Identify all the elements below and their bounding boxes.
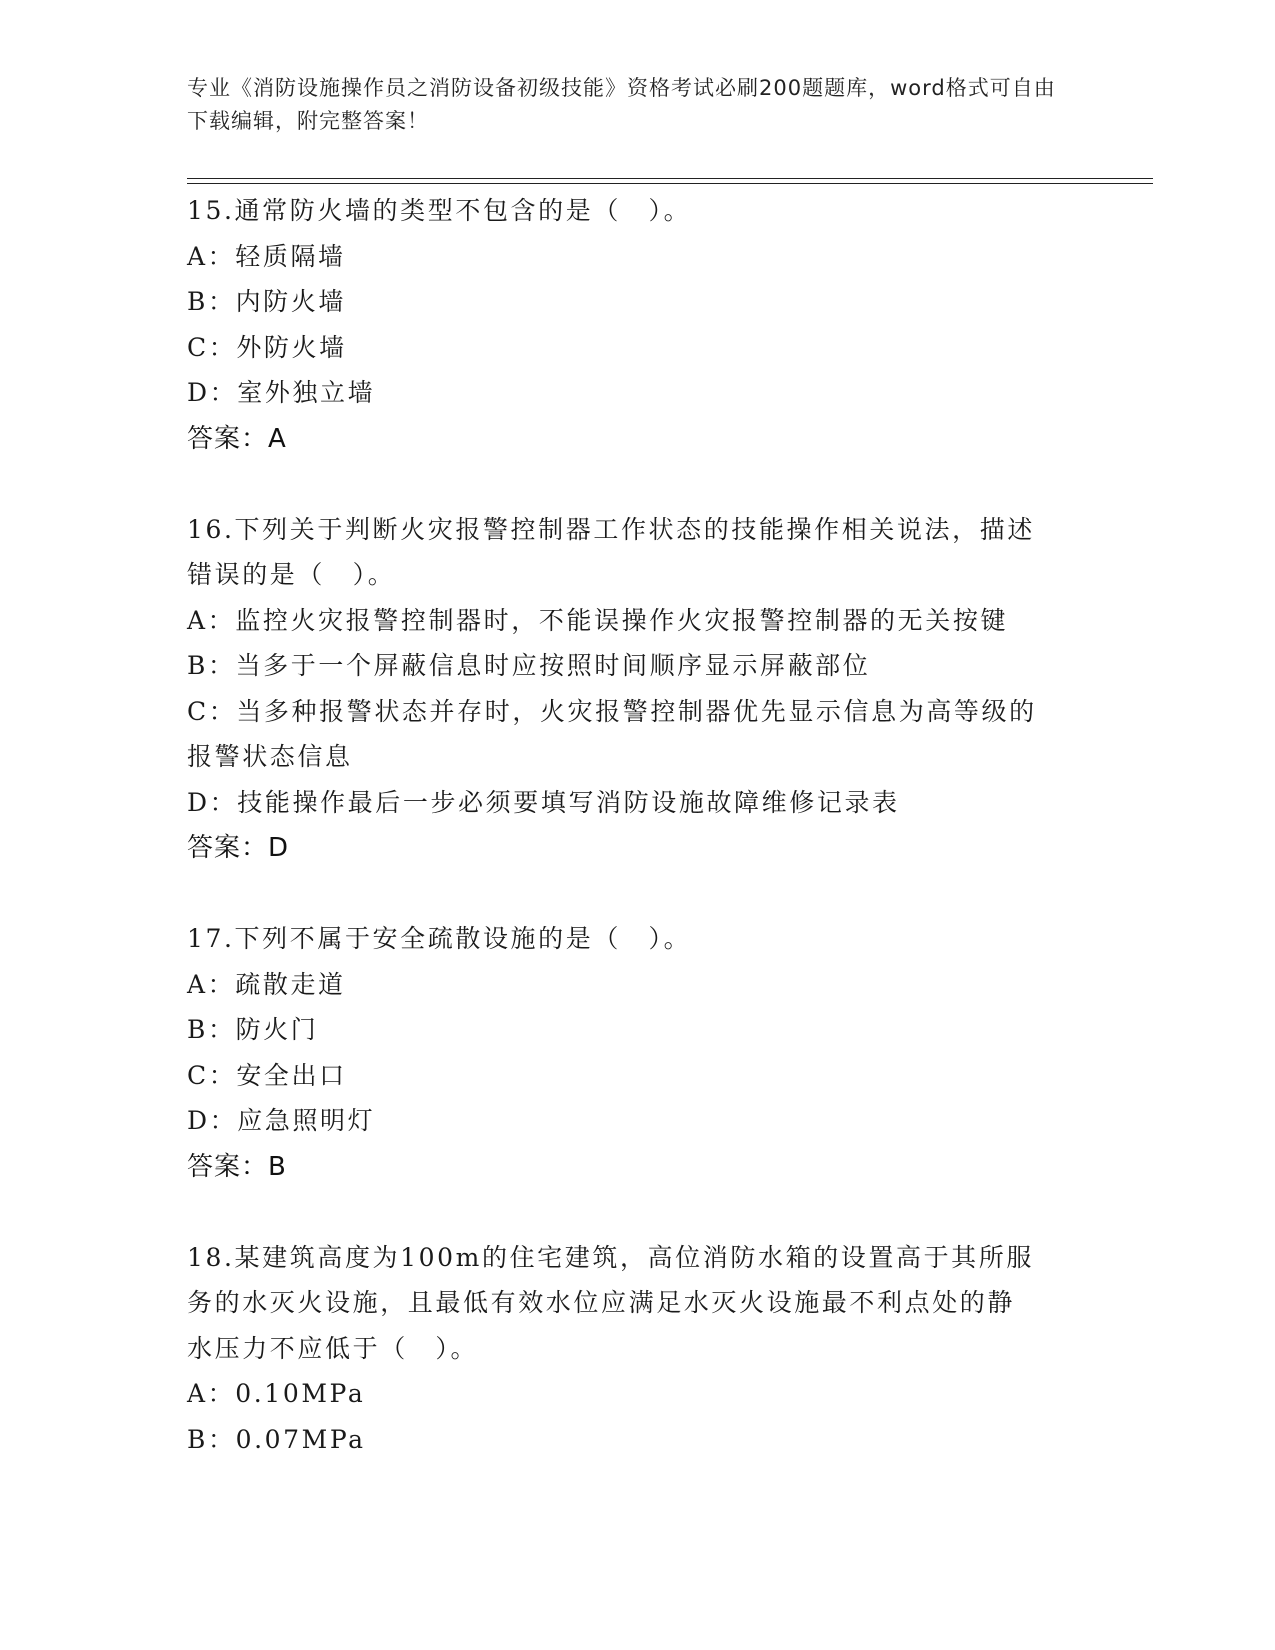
question-stem-line-1: 16.下列关于判断火灾报警控制器工作状态的技能操作相关说法，描述 (187, 514, 1035, 544)
question-16 (187, 507, 1087, 872)
option-b: B：内防火墙 (187, 287, 346, 316)
option-c: C：当多种报警状态并存时，火灾报警控制器优先显示信息为高等级的 (187, 696, 1037, 726)
option-d: D：室外独立墙 (187, 378, 376, 407)
question-stem: 15.通常防火墙的类型不包含的是（ ）。 (187, 196, 692, 225)
option-c: C：外防火墙 (187, 332, 347, 362)
option-a: A：轻质隔墙 (187, 241, 346, 271)
question-stem-line-2: 错误的是（ ）。 (187, 560, 396, 589)
document-header: 专业《消防设施操作员之消防设备初级技能》资格考试必刷200题题库，word格式可自由下载编辑，附完整答案！ (187, 76, 1056, 133)
option-d: D：技能操作最后一步必须要填写消防设施故障维修记录表 (187, 787, 900, 817)
option-d: D：应急照明灯 (187, 1106, 376, 1135)
option-a: A：疏散走道 (187, 969, 346, 999)
question-stem: 17.下列不属于安全疏散设施的是（ ）。 (187, 924, 692, 953)
option-c-continued: 报警状态信息 (187, 742, 353, 771)
option-a: A：监控火灾报警控制器时，不能误操作火灾报警控制器的无关按键 (187, 605, 1009, 635)
question-stem-line-1: 18.某建筑高度为100m的住宅建筑，高位消防水箱的设置高于其所服 (187, 1242, 1034, 1272)
spacer (187, 1190, 1087, 1235)
question-list (187, 188, 1087, 1462)
spacer (187, 462, 1087, 507)
option-a: A：0.10MPa (187, 1379, 366, 1408)
option-b: B：0.07MPa (187, 1424, 366, 1454)
option-b: B：防火门 (187, 1015, 319, 1044)
spacer (187, 871, 1087, 916)
question-stem-line-3: 水压力不应低于（ ）。 (187, 1333, 479, 1363)
header-rule-bottom (187, 183, 1153, 184)
answer-line: 答案：D (187, 833, 290, 863)
question-stem-line-2: 务的水灭火设施，且最低有效水位应满足水灭火设施最不利点处的静 (187, 1288, 1016, 1317)
answer-line: 答案：A (187, 423, 287, 454)
answer-line: 答案：B (187, 1151, 287, 1182)
option-b: B：当多于一个屏蔽信息时应按照时间顺序显示屏蔽部位 (187, 651, 871, 680)
header-rule-top (187, 178, 1153, 179)
option-c: C：安全出口 (187, 1060, 347, 1090)
question-15 (187, 188, 1087, 462)
question-17 (187, 916, 1087, 1190)
question-18 (187, 1235, 1087, 1463)
